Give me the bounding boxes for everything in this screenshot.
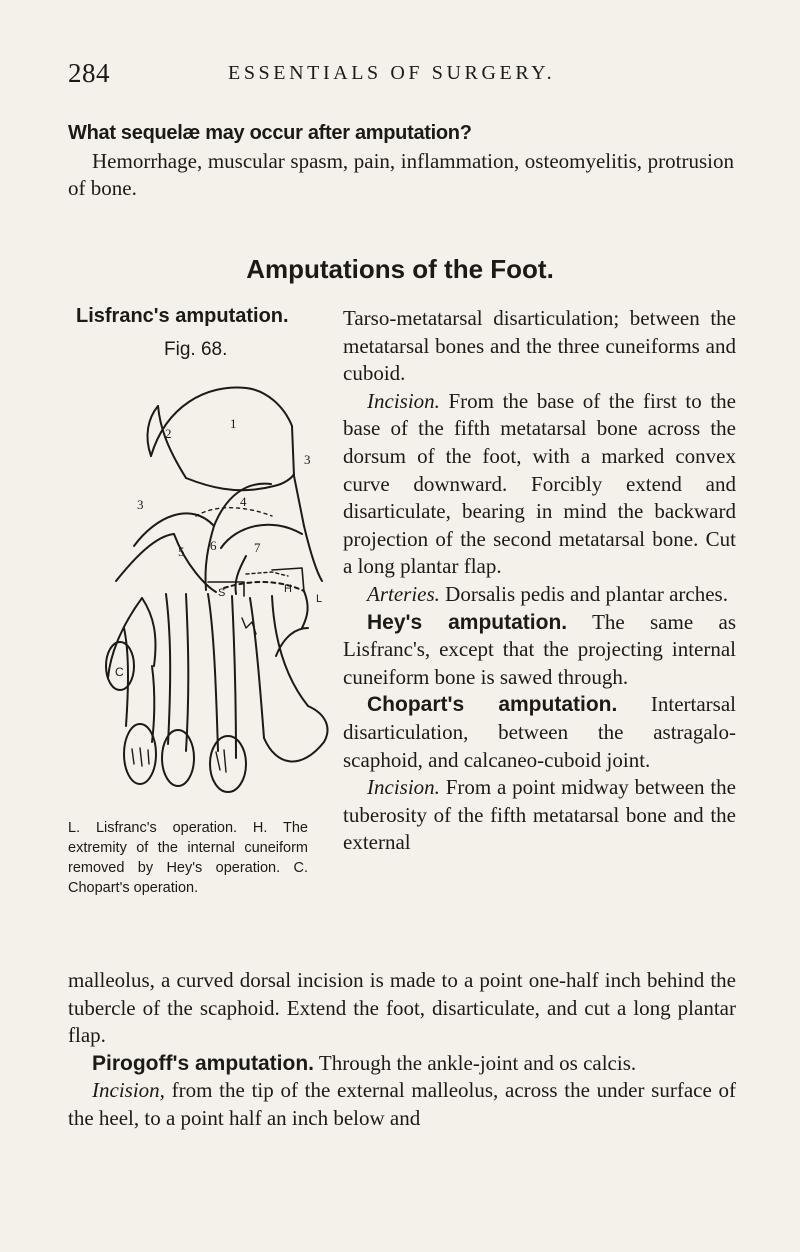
chopart-paragraph <box>343 691 736 774</box>
page-header <box>68 58 736 90</box>
foot-bones-illustration <box>96 366 336 796</box>
chopart-incision-text-1: From a point midway between the tuberosity of the fifth metatarsal bone and the external <box>343 775 736 855</box>
full-width-text <box>68 967 736 1133</box>
section-title: Amputations of the Foot. <box>246 254 554 284</box>
foot-bones-figure <box>96 366 336 796</box>
lisfranc-incision-paragraph <box>343 388 736 581</box>
lisfranc-definition: Tarso-metatarsal disarticulation; between the metatarsal bones and the three cuneiforms and cuboid. <box>343 306 736 386</box>
figure-caption: L. Lisfranc's operation. H. The extremity of the internal cuneiform removed by Hey's operation. C. Chopart's operation. <box>68 820 308 896</box>
pirogoff-paragraph <box>68 1050 736 1078</box>
lisfranc-incision-label: Incision. <box>367 388 440 413</box>
marker-1: 1 <box>230 416 237 431</box>
pirogoff-incision-label: Incision, <box>92 1078 165 1103</box>
pirogoff-heading: Pirogoff's amputation. <box>92 1051 314 1075</box>
lisfranc-heading: Lisfranc's amputation. <box>76 305 289 327</box>
marker-2: 2 <box>165 426 172 441</box>
running-head: ESSENTIALS OF SURGERY. <box>228 62 556 84</box>
marker-s: S <box>218 587 226 599</box>
marker-l: L <box>316 593 323 605</box>
marker-5: 5 <box>178 544 185 559</box>
right-column <box>343 305 736 857</box>
lisfranc-incision-text: From the base of the first to the base of the fifth metatarsal bone across the dorsum of the foot, with a marked convex curve downward. Forcibly extend and disarticulate, bearing in mind the backward projection of the second metatarsal bone. Cut a long plantar flap. <box>343 388 737 579</box>
hey-paragraph <box>343 609 736 692</box>
marker-c: C <box>115 665 124 679</box>
hey-heading: Hey's amputation. <box>367 610 568 634</box>
marker-6: 6 <box>210 538 217 553</box>
chopart-text: Intertarsal disarticulation, between the astragalo-scaphoid, and calcaneo-cuboid joint. <box>343 692 736 772</box>
page-number: 284 <box>68 58 110 88</box>
lisfranc-arteries-label: Arteries. <box>367 581 440 606</box>
hey-text: The same as Lisfranc's, except that the projecting internal cuneiform bone is sawed through. <box>343 609 737 689</box>
chopart-incision-continuation: malleolus, a curved dorsal incision is made to a point one-half inch behind the tubercle of the scaphoid. Extend the foot, disarticulate, and cut a long plantar flap. <box>68 968 736 1048</box>
pirogoff-text: Through the ankle-joint and os calcis. <box>318 1050 637 1075</box>
pirogoff-incision-paragraph <box>68 1077 736 1132</box>
marker-3: 3 <box>137 497 144 512</box>
pirogoff-incision-text: from the tip of the external malleolus, across the under surface of the heel, to a point half an inch below and <box>68 1078 737 1130</box>
marker-h: H <box>284 583 292 595</box>
chopart-incision-paragraph <box>343 774 736 857</box>
marker-7: 7 <box>254 540 261 555</box>
question-text: What sequelæ may occur after amputation? <box>68 122 472 144</box>
lisfranc-arteries-text: Dorsalis pedis and plantar arches. <box>445 581 728 606</box>
marker-3b: 3 <box>304 452 311 467</box>
marker-4: 4 <box>240 494 247 509</box>
chopart-incision-label: Incision. <box>367 775 440 800</box>
figure-label: Fig. 68. <box>164 339 228 360</box>
chopart-heading: Chopart's amputation. <box>367 693 618 717</box>
lisfranc-arteries-paragraph <box>343 581 736 609</box>
answer-text: Hemorrhage, muscular spasm, pain, inflammation, osteomyelitis, protrusion of bone. <box>68 149 734 200</box>
